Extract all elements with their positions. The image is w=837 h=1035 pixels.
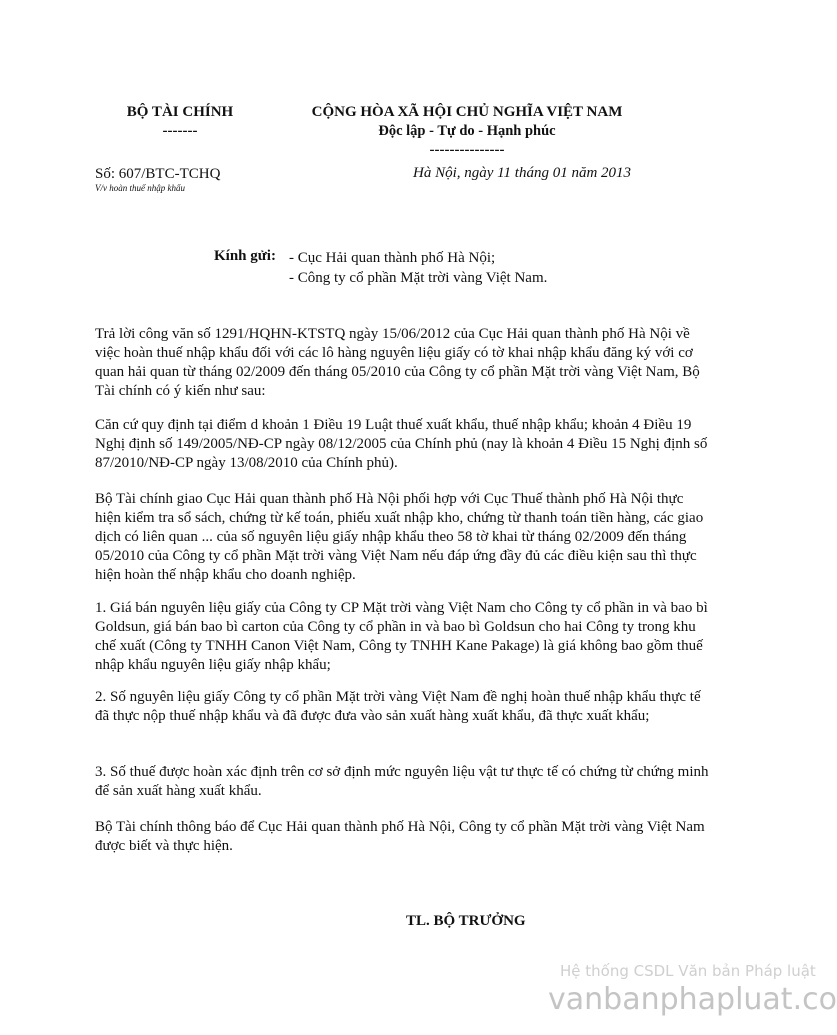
- motto-rule: ---------------: [429, 142, 505, 158]
- motto: Độc lập - Tự do - Hạnh phúc: [378, 123, 556, 139]
- nation-title: CỘNG HÒA XÃ HỘI CHỦ NGHĨA VIỆT NAM: [311, 104, 623, 120]
- ministry-rule: -------: [162, 123, 198, 139]
- issuer-header: [95, 103, 265, 141]
- national-header: [282, 103, 652, 160]
- body-paragraph-condition-1: 1. Giá bán nguyên liệu giấy của Công ty CP Mặt trời vàng Việt Nam cho Công ty cổ phần in và bao bì Goldsun, giá bán bao bì carton của Công ty cổ phần in và bao bì Goldsun cho hai Công ty trong khu chế xuất (Công ty TNHH Canon Việt Nam, Công ty TNHH Kane Pakage) là giá không bao gồm thuế nhập khẩu nguyên liệu giấy nhập khẩu;: [95, 600, 708, 673]
- watermark-caption: Hệ thống CSDL Văn bản Pháp luật: [560, 962, 816, 980]
- body-paragraph-condition-2: 2. Số nguyên liệu giấy Công ty cổ phần Mặt trời vàng Việt Nam đề nghị hoàn thuế nhập khẩu thực tế đã thực nộp thuế nhập khẩu và đã được đưa vào sản xuất hàng xuất khẩu, đã thực xuất khẩu;: [95, 689, 701, 724]
- document-date: Hà Nội, ngày 11 tháng 01 năm 2013: [413, 165, 632, 181]
- recipients-label: Kính gửi:: [214, 248, 276, 264]
- recipients-list: [289, 248, 547, 288]
- body-paragraph-closing: Bộ Tài chính thông báo để Cục Hải quan thành phố Hà Nội, Công ty cổ phần Mặt trời vàng Việt Nam được biết và thực hiện.: [95, 819, 705, 854]
- document-subject: V/v hoàn thuế nhập khẩu: [95, 183, 185, 193]
- watermark-site: vanbanphapluat.co: [548, 982, 837, 1017]
- signature-title: TL. BỘ TRƯỞNG: [406, 913, 526, 929]
- recipient-item: - Cục Hải quan thành phố Hà Nội;: [289, 250, 496, 266]
- body-paragraph-assignment: Bộ Tài chính giao Cục Hải quan thành phố Hà Nội phối hợp với Cục Thuế thành phố Hà Nội thực hiện kiểm tra sổ sách, chứng từ kế toán, phiếu xuất nhập kho, chứng từ thanh toán tiền hàng, các giao dịch có liên quan ... của số nguyên liệu giấy nhập khẩu theo 58 tờ khai từ tháng 02/2009 đến tháng 05/2010 của Công ty cổ phần Mặt trời vàng Việt Nam nếu đáp ứng đầy đủ các điều kiện sau thì thực hiện hoàn thế nhập khẩu cho doanh nghiệp.: [95, 491, 704, 583]
- body-paragraph-reply: Trả lời công văn số 1291/HQHN-KTSTQ ngày 15/06/2012 của Cục Hải quan thành phố Hà Nội về việc hoàn thuế nhập khẩu đối với các lô hàng nguyên liệu giấy có tờ khai nhập khẩu đăng ký với cơ quan hải quan từ tháng 02/2009 đến tháng 05/2010 của Công ty cổ phần Mặt trời vàng Việt Nam, Bộ Tài chính có ý kiến như sau:: [95, 326, 700, 399]
- recipient-item: - Công ty cổ phần Mặt trời vàng Việt Nam.: [289, 270, 548, 286]
- body-paragraph-legal-basis: Căn cứ quy định tại điểm d khoản 1 Điều 19 Luật thuế xuất khẩu, thuế nhập khẩu; khoản 4 Điều 19 Nghị định số 149/2005/NĐ-CP ngày 08/12/2005 của Chính phủ (nay là khoản 4 Điều 15 Nghị định số 87/2010/NĐ-CP ngày 13/08/2010 của Chính phủ).: [95, 417, 708, 471]
- document-number: Số: 607/BTC-TCHQ: [95, 166, 221, 182]
- ministry-name: BỘ TÀI CHÍNH: [126, 104, 234, 120]
- body-paragraph-condition-3: 3. Số thuế được hoàn xác định trên cơ sở định mức nguyên liệu vật tư thực tế có chứng từ chứng minh để sản xuất hàng xuất khẩu.: [95, 764, 709, 799]
